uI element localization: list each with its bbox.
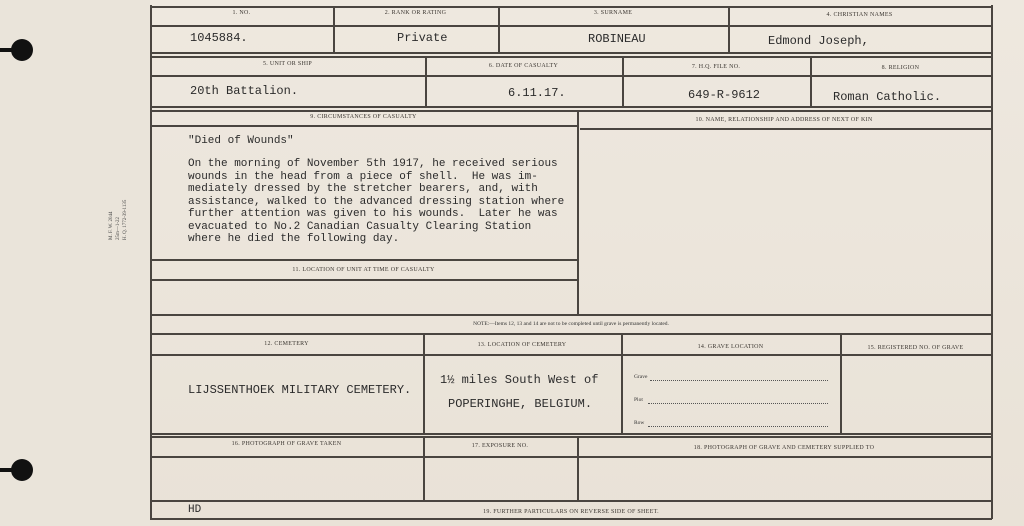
cemetery-location-line2: POPERINGHE, BELGIUM. [448,397,593,411]
service-number: 1045884. [190,31,248,45]
photo-supplied-label: 18. PHOTOGRAPH OF GRAVE AND CEMETERY SUPPLIED TO [693,445,875,451]
rule [150,436,992,438]
circumstances-title: "Died of Wounds" [188,135,294,147]
hq-file-label: 7. H.Q. FILE NO. [691,64,741,70]
no-label: 1. NO. [232,10,251,16]
rule [150,52,992,54]
grave-field-label: Grave [634,374,648,380]
rule [150,433,992,435]
date-of-casualty-value: 6.11.17. [508,86,566,100]
rule [150,333,992,335]
circumstances-text: On the morning of November 5th 1917, he received serious wounds in the head from a piece of shell. He was im- mediately dressed by the stretcher bearers, and, with assistance, walked to the advanced dressing station where further attention was given to his wounds. Later he was evacuated to No.2 Canadian Casualty Clearing Station where he died the following day. [188,158,565,245]
circumstances-label: 9. CIRCUMSTANCES OF CASUALTY [310,114,417,120]
initials: HD [188,504,202,516]
date-of-casualty-label: 6. DATE OF CASUALTY [488,63,559,69]
rule [577,110,579,314]
unit-label: 5. UNIT OR SHIP [262,61,313,67]
plot-field-line [648,403,828,404]
rule [150,354,992,356]
left-margin [0,0,150,526]
photo-taken-label: 16. PHOTOGRAPH OF GRAVE TAKEN [231,441,342,447]
location-of-unit-label: 11. LOCATION OF UNIT AT TIME OF CASUALTY [292,267,435,273]
rule [150,500,992,502]
unit-value: 20th Battalion. [190,84,299,98]
rank-label: 2. RANK OR RATING [384,10,447,16]
plot-field-label: Plot [634,397,643,403]
grave-field-line [650,380,828,381]
rule [150,314,992,316]
rule [580,128,992,130]
rule [150,106,992,108]
cemetery-location-line1: 1½ miles South West of [440,373,599,387]
cemetery-value: LIJSSENTHOEK MILITARY CEMETERY. [188,383,412,397]
rule [150,456,992,458]
christian-names-label: 4. CHRISTIAN NAMES [826,12,893,18]
next-of-kin-label: 10. NAME, RELATIONSHIP AND ADDRESS OF NEXT OF KIN [695,117,873,123]
rule [423,333,425,434]
rule [150,75,992,77]
form-reference-note: M. F. W. 2044 25m—1-22 H. Q. 1772-39-1135 [109,199,128,240]
religion-value: Roman Catholic. [833,90,942,104]
rule [150,279,578,281]
christian-names-value: Edmond Joseph, [768,34,869,48]
surname-label: 3. SURNAME [593,10,633,16]
punch-hole-bottom [11,459,33,481]
rule [810,56,812,107]
rule [150,125,578,127]
registered-no-label: 15. REGISTERED NO. OF GRAVE [867,345,964,351]
religion-label: 8. RELIGION [881,65,920,71]
rule [150,6,992,8]
rule [150,56,992,58]
hq-file-value: 649-R-9612 [688,88,761,102]
cemetery-label: 12. CEMETERY [264,341,309,347]
cemetery-location-label: 13. LOCATION OF CEMETERY [477,342,567,348]
further-particulars-label: 19. FURTHER PARTICULARS ON REVERSE SIDE OF SHEET. [483,509,659,515]
surname-value: ROBINEAU [588,32,646,46]
grave-location-label: 14. GRAVE LOCATION [697,344,764,350]
punch-hole-top [11,39,33,61]
row-field-label: Row [634,420,645,426]
exposure-label: 17. EXPOSURE NO. [471,443,529,449]
rule [150,25,992,27]
form-border-right [991,5,993,519]
form-note: NOTE:—Items 12, 13 and 14 are not to be completed until grave is permanently located. [473,321,669,327]
rule [150,110,992,112]
row-field-line [648,426,828,427]
rule [150,259,578,261]
rule [150,518,992,520]
rank-value: Private [397,31,448,45]
